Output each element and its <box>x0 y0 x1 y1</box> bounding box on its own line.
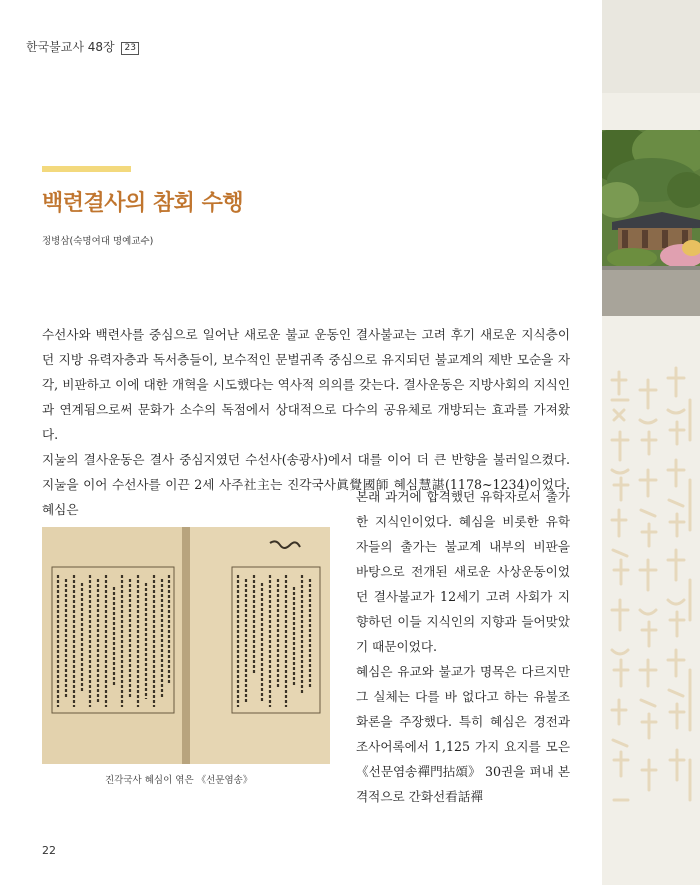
temple-photo-image <box>602 130 700 316</box>
figure-caption: 진각국사 혜심이 엮은 《선문염송》 <box>105 775 253 786</box>
chapter-box: 23 <box>121 42 138 55</box>
body-paragraph: 혜심은 유교와 불교가 명목은 다르지만 그 실체는 다를 바 없다고 하는 유불조화론을 주장했다. 특히 혜심은 경전과 조사어록에서 1,125 가지 요지를 모은 《선문염송禪門拈頌》 30권을 펴내 본격적으로 간화선看話禪 <box>356 664 570 804</box>
page-number: 22 <box>42 844 56 857</box>
body-paragraph: 지눌의 결사운동은 결사 중심지였던 수선사(송광사)에서 대를 이어 더 큰 반향을 불러일으켰다. 지눌을 이어 수선사를 이끈 2세 사주社主는 진각국사眞覺國師 혜심慧諶(1178~1234)이었다. 혜심은 <box>42 452 570 517</box>
article-title: 백련결사의 참회 수행 <box>42 190 244 216</box>
running-title: 한국불교사 48장 <box>26 40 115 54</box>
title-accent-bar <box>42 166 131 172</box>
article-author: 정병삼(숙명여대 명예교수) <box>42 236 154 247</box>
decorative-side-strip <box>602 0 700 885</box>
manuscript-figure <box>42 527 330 764</box>
manuscript-image <box>42 527 330 764</box>
running-header <box>26 38 139 55</box>
temple-photo <box>602 130 700 316</box>
strip-top-block <box>602 0 700 93</box>
calligraphy-background <box>602 360 700 830</box>
body-paragraph: 본래 과거에 합격했던 유학자로서 출가한 지식인이었다. 혜심을 비롯한 유학자들의 출가는 불교계 내부의 비판을 바탕으로 전개된 새로운 사상운동이었던 결사불교가 12세기 고려 사회가 지향하던 이들 지식인의 지향과 들어맞았기 때문이었다. <box>356 489 570 654</box>
article-body-narrow-column <box>356 484 570 809</box>
calligraphy-image <box>602 360 700 830</box>
body-paragraph: 수선사와 백련사를 중심으로 일어난 새로운 불교 운동인 결사불교는 고려 후기 새로운 지식층이던 지방 유력자층과 독서층들이, 보수적인 문벌귀족 중심으로 유지되던 불교계의 제반 모순을 자각, 비판하고 이에 대한 개혁을 시도했다는 역사적 의의를 갖는다. 결사운동은 지방사회의 지식인과 연계됨으로써 문화가 소수의 독점에서 상대적으로 다수의 공유체로 개방되는 효과를 가져왔다. <box>42 327 570 442</box>
